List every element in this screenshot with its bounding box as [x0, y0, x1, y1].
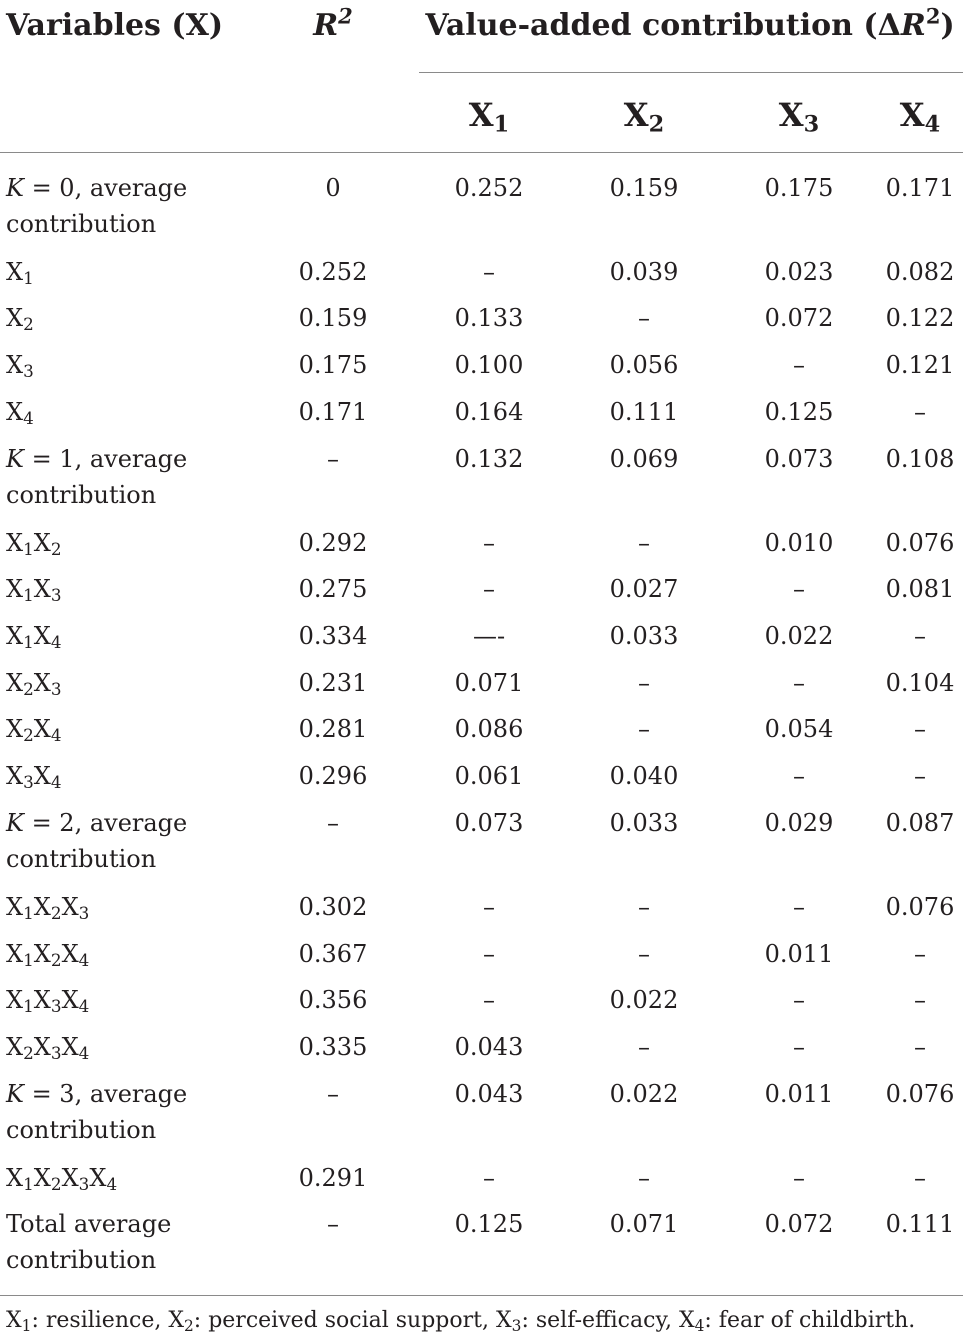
cell-x2: 0.022 [609, 1080, 679, 1108]
header-x1: $X_1$ [468, 96, 510, 138]
cell-x3: – [793, 1164, 805, 1192]
cell-x1: 0.252 [454, 174, 524, 202]
table-row [0, 571, 963, 607]
header-bottom-rule [0, 152, 963, 153]
cell-x2: 0.033 [609, 622, 679, 650]
total-row [0, 1206, 963, 1274]
cell-x2: – [638, 940, 650, 968]
cell-r2: 0.281 [298, 715, 368, 743]
cell-x1: 0.043 [454, 1033, 524, 1061]
cell-r2: 0.159 [298, 304, 368, 332]
cell-x4: 0.108 [885, 445, 955, 473]
row-label-average: K = 3, average contribution [6, 1080, 188, 1144]
cell-r2: 0.175 [298, 351, 368, 379]
row-label-variables: $X_1X_2$ [6, 529, 62, 560]
cell-x3: 0.022 [764, 622, 834, 650]
cell-r2: 0.335 [298, 1033, 368, 1061]
cell-r2: 0.275 [298, 575, 368, 603]
cell-x3: – [793, 669, 805, 697]
cell-x3: 0.023 [764, 258, 834, 286]
cell-x4: 0.122 [885, 304, 955, 332]
cell-x3: 0.010 [764, 529, 834, 557]
cell-x2: 0.056 [609, 351, 679, 379]
row-label-variables: $X_1X_2X_4$ [6, 940, 90, 971]
cell-x4: – [914, 715, 926, 743]
cell-r2: – [327, 445, 339, 473]
cell-x4: – [914, 398, 926, 426]
cell-x4: 0.087 [885, 809, 955, 837]
row-label-variables: $X_1X_2X_3$ [6, 893, 90, 924]
cell-x3: 0.011 [764, 1080, 834, 1108]
cell-x1: —- [472, 622, 506, 650]
table-row [0, 1160, 963, 1196]
cell-x1: 0.133 [454, 304, 524, 332]
cell-x3: – [793, 575, 805, 603]
cell-x1: 0.073 [454, 809, 524, 837]
cell-x3: – [793, 351, 805, 379]
cell-r2: 0.231 [298, 669, 368, 697]
cell-x2: 0.159 [609, 174, 679, 202]
row-label-variables: $X_1X_4$ [6, 622, 62, 653]
cell-x1: 0.061 [454, 762, 524, 790]
table-row [0, 618, 963, 654]
cell-r2: – [327, 1210, 339, 1238]
cell-x2: 0.069 [609, 445, 679, 473]
header-x2: $X_2$ [623, 96, 665, 138]
cell-r2: – [327, 1080, 339, 1108]
cell-r2: 0.302 [298, 893, 368, 921]
cell-x1: 0.071 [454, 669, 524, 697]
cell-x3: 0.054 [764, 715, 834, 743]
cell-x3: 0.029 [764, 809, 834, 837]
cell-x1: – [483, 986, 495, 1014]
table-row [0, 300, 963, 336]
row-label-variables: $X_2X_4$ [6, 715, 62, 746]
cell-r2: 0.171 [298, 398, 368, 426]
cell-x2: – [638, 1164, 650, 1192]
cell-x2: 0.071 [609, 1210, 679, 1238]
table-row [0, 1029, 963, 1065]
cell-x2: 0.039 [609, 258, 679, 286]
cell-x1: – [483, 575, 495, 603]
cell-x4: 0.076 [885, 893, 955, 921]
cell-x1: – [483, 258, 495, 286]
row-label-variables: $X_3$ [6, 351, 34, 382]
table-row [0, 936, 963, 972]
cell-x1: 0.125 [454, 1210, 524, 1238]
table-row [0, 665, 963, 701]
cell-x4: – [914, 762, 926, 790]
cell-r2: 0.252 [298, 258, 368, 286]
cell-x2: – [638, 1033, 650, 1061]
cell-x2: 0.022 [609, 986, 679, 1014]
cell-x4: 0.104 [885, 669, 955, 697]
table-row [0, 889, 963, 925]
cell-x2: – [638, 715, 650, 743]
cell-x4: 0.076 [885, 529, 955, 557]
cell-x2: – [638, 304, 650, 332]
cell-x4: – [914, 1164, 926, 1192]
cell-x1: 0.100 [454, 351, 524, 379]
header-value-added-contribution: Value-added contribution $(\Delta R^2)$ [425, 3, 955, 43]
cell-x3: – [793, 893, 805, 921]
average-contribution-row [0, 170, 963, 238]
cell-x2: – [638, 529, 650, 557]
cell-x4: 0.171 [885, 174, 955, 202]
table-row [0, 525, 963, 561]
cell-x4: 0.076 [885, 1080, 955, 1108]
header-x3: $X_3$ [778, 96, 820, 138]
cell-x1: – [483, 529, 495, 557]
cell-x1: 0.086 [454, 715, 524, 743]
header-x4: $X_4$ [899, 96, 941, 138]
cell-x4: 0.121 [885, 351, 955, 379]
average-contribution-row [0, 805, 963, 873]
row-label-variables: $X_1X_3$ [6, 575, 62, 606]
average-contribution-row [0, 1076, 963, 1144]
cell-x4: – [914, 1033, 926, 1061]
row-label-variables: $X_2$ [6, 304, 34, 335]
cell-r2: – [327, 809, 339, 837]
cell-x1: – [483, 1164, 495, 1192]
row-label-variables: $X_1X_2X_3X_4$ [6, 1164, 118, 1195]
row-label-average: K = 0, average contribution [6, 174, 188, 238]
row-label-variables: $X_1$ [6, 258, 34, 289]
cell-r2: 0.334 [298, 622, 368, 650]
cell-x3: 0.011 [764, 940, 834, 968]
row-label-variables: $X_3X_4$ [6, 762, 62, 793]
table-footnote: $X_1$: resilience, $X_2$: perceived social support, $X_3$: self-efficacy, $X_4$: fear of childbirth. [6, 1308, 916, 1335]
cell-x4: – [914, 986, 926, 1014]
cell-r2: 0.292 [298, 529, 368, 557]
cell-x1: 0.043 [454, 1080, 524, 1108]
cell-x3: – [793, 986, 805, 1014]
row-label-average: K = 1, average contribution [6, 445, 188, 509]
cell-x1: 0.164 [454, 398, 524, 426]
cell-x3: 0.072 [764, 1210, 834, 1238]
cell-x4: 0.082 [885, 258, 955, 286]
header-r-squared: $R^2$ [313, 3, 353, 43]
row-label-variables: $X_4$ [6, 398, 34, 429]
cell-x2: – [638, 893, 650, 921]
cell-x3: 0.072 [764, 304, 834, 332]
cell-x2: 0.027 [609, 575, 679, 603]
average-contribution-row [0, 441, 963, 509]
cell-r2: 0 [325, 174, 341, 202]
cell-x3: 0.175 [764, 174, 834, 202]
cell-r2: 0.367 [298, 940, 368, 968]
cell-x3: – [793, 762, 805, 790]
row-label-variables: $X_2X_3$ [6, 669, 62, 700]
cell-x4: – [914, 940, 926, 968]
cell-x4: 0.111 [885, 1210, 955, 1238]
cell-x1: 0.132 [454, 445, 524, 473]
table-row [0, 347, 963, 383]
table-row [0, 394, 963, 430]
table-row [0, 254, 963, 290]
cell-x1: – [483, 893, 495, 921]
table-row [0, 758, 963, 794]
cell-x2: 0.033 [609, 809, 679, 837]
header-variables: Variables (X) [6, 8, 224, 43]
row-label-variables: $X_2X_3X_4$ [6, 1033, 90, 1064]
cell-x3: – [793, 1033, 805, 1061]
table-row [0, 711, 963, 747]
table-bottom-rule [0, 1295, 963, 1296]
row-label-average: K = 2, average contribution [6, 809, 188, 873]
cell-x3: 0.073 [764, 445, 834, 473]
row-label-total: Total average contribution [6, 1210, 172, 1274]
cell-x2: – [638, 669, 650, 697]
row-label-variables: $X_1X_3X_4$ [6, 986, 90, 1017]
cell-x4: – [914, 622, 926, 650]
cell-x4: 0.081 [885, 575, 955, 603]
table-row [0, 982, 963, 1018]
cell-r2: 0.296 [298, 762, 368, 790]
cell-r2: 0.356 [298, 986, 368, 1014]
cell-x2: 0.040 [609, 762, 679, 790]
cell-x2: 0.111 [609, 398, 679, 426]
cell-x1: – [483, 940, 495, 968]
cell-r2: 0.291 [298, 1164, 368, 1192]
header-subrule [419, 72, 963, 73]
cell-x3: 0.125 [764, 398, 834, 426]
